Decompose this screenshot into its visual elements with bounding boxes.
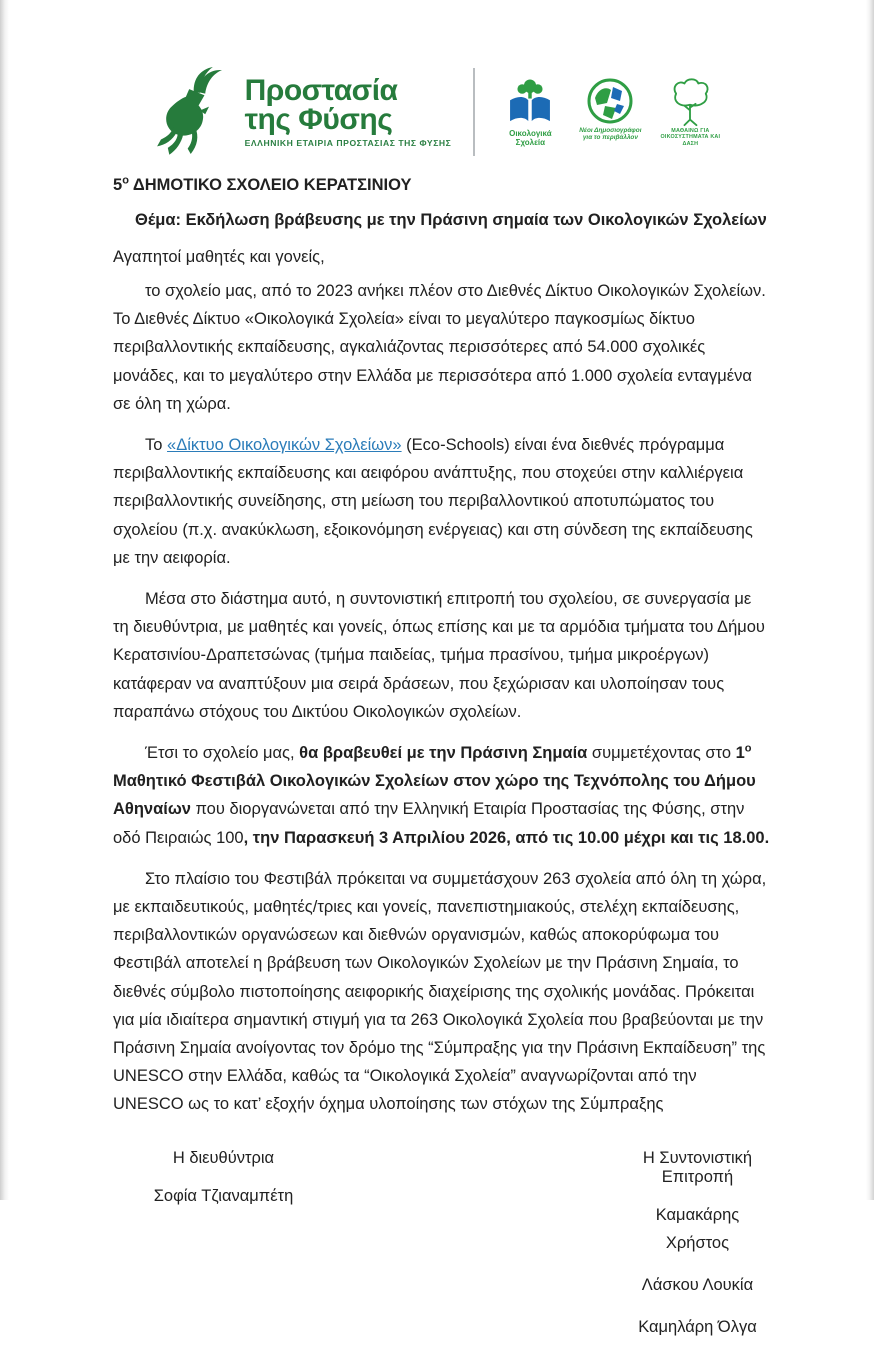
signature-names <box>153 1182 294 1224</box>
signature-committee <box>624 1149 771 1355</box>
eepf-logo-text <box>245 76 452 148</box>
signature-block <box>113 1149 771 1355</box>
program-logos <box>497 77 723 147</box>
eco-schools-logo <box>497 77 563 147</box>
paragraph-award-event: Έτσι το σχολείο μας, θα βραβευθεί με την Πράσινη Σημαία συμμετέχοντας στο $1^o$ Μαθητικό Φεστιβάλ Οικολογικών Σχολείων στον χώρο της Τεχνόπολης του Δήμου Αθηναίων που διοργανώνεται από την Ελληνική Εταιρία Προστασίας της Φύσης, στην οδό Πειραιώς 100, την Παρασκευή 3 Απριλίου 2026, από τις 10.00 μέχρι και τις 18.00. <box>113 742 770 847</box>
leaf-tree-icon <box>667 77 713 127</box>
eco-schools-caption: Οικολογικά Σχολεία <box>509 128 552 147</box>
page-edge-shadow-left <box>0 0 9 1200</box>
letterhead <box>0 64 874 160</box>
leaf-caption: ΜΑΘΑΙΝΩ ΓΙΑ ΟΙΚΟΣΥΣΤΗΜΑΤΑ ΚΑΙ ΔΑΣΗ <box>660 127 721 147</box>
paragraph-committee-actions: Μέσα στο διάστημα αυτό, η συντονιστική επιτροπή του σχολείου, σε συνεργασία με τη διευθύντρια, με μαθητές και γονείς, όπως επίσης και με τα αρμόδια τμήματα του Δήμου Κερατσινίου-Δραπετσώνας (τμήμα παιδείας, τμήμα πρασίνου, τμήμα μικροέργων) κατάφεραν να αναπτύξουν μια σειρά δράσεων, που ξεχώρισαν και υλοποίησαν τους παραπάνω στόχους του Δικτύου Οικολογικών σχολείων. <box>113 590 765 721</box>
school-heading: $5^o$ ΔΗΜΟΤΙΚΟ ΣΧΟΛΕΙΟ ΚΕΡΑΤΣΙΝΙΟΥ <box>113 174 412 194</box>
org-subtitle: ΕΛΛΗΝΙΚΗ ΕΤΑΙΡΙΑ ΠΡΟΣΤΑΣΙΑΣ ΤΗΣ ΦΥΣΗΣ <box>244 138 452 148</box>
paragraph-intro-network: το σχολείο μας, από το 2023 ανήκει πλέον στο Διεθνές Δίκτυο Οικολογικών Σχολείων. Το Διεθνές Δίκτυο «Οικολογικά Σχολεία» είναι το μεγαλύτερο παγκοσμίως δίκτυο περιβαλλοντικής εκπαίδευσης, αγκαλιάζοντας περισσότερες από 54.000 σχολικές μονάδες, και το μεγαλύτερο στην Ελλάδα με περισσότερα από 1.000 σχολεία ενταγμένα σε όλη τη χώρα. <box>113 282 766 413</box>
paragraph-eco-schools-link: Το «Δίκτυο Οικολογικών Σχολείων» (Eco-Schools) είναι ένα διεθνές πρόγραμμα περιβαλλοντικής εκπαίδευσης και αειφόρου ανάπτυξης, που στοχεύει στην καλλιέργεια περιβαλλοντικής συνείδησης, στη μείωση του περιβαλλοντικού αποτυπώματος του σχολείου (π.χ. ανακύκλωση, εξοικονόμηση ενέργειας) και στη σύνδεση της εκπαίδευσης με την αειφορία. <box>113 436 753 567</box>
salutation: Αγαπητοί μαθητές και γονείς, <box>113 248 325 266</box>
signature-role: Η διευθύντρια <box>172 1148 275 1167</box>
ibex-goat-icon <box>151 64 235 160</box>
signature-name: Καμακάρης Χρήστος <box>655 1205 740 1252</box>
young-reporters-logo <box>577 77 643 142</box>
page-edge-shadow-right <box>866 0 874 1200</box>
paragraph-festival-details: Στο πλαίσιο του Φεστιβάλ πρόκειται να συμμετάσχουν 263 σχολεία από όλη τη χώρα, με εκπαιδευτικούς, μαθητές/τριες και γονείς, πανεπιστημιακούς, στελέχη εκπαίδευσης, περιβαλλοντικών οργανώσεων και διεθνών οργανισμών, καθώς αποκορύφωμα του Φεστιβάλ αποτελεί η βράβευση των Οικολογικών Σχολείων με την Πράσινη Σημαία, το διεθνές σύμβολο πιστοποίησης αειφορικής διαχείρισης της σχολικής μονάδας. Πρόκειται για μία ιδιαίτερα σημαντική στιγμή για τα 263 Οικολογικά Σχολεία που βραβεύονται με την Πράσινη Σημαία ανοίγοντας τον δρόμο της “Σύμπραξης για την Πράσινη Εκπαίδευση” της UNESCO στην Ελλάδα, καθώς τα “Οικολογικά Σχολεία” αναγνωρίζονται από την UNESCO ως το κατ’ εξοχήν όχημα υλοποίησης των στόχων της Σύμπραξης <box>113 869 767 1114</box>
org-title-line2: της Φύσης <box>244 103 393 136</box>
signature-principal <box>153 1149 294 1355</box>
eco-schools-book-tree-icon <box>504 77 556 127</box>
letter-body <box>113 176 771 1355</box>
letterhead-divider <box>473 68 475 156</box>
signature-role: Η Συντονιστική Επιτροπή <box>642 1148 753 1186</box>
signature-name: Σοφία Τζιαναμπέτη <box>153 1186 294 1205</box>
eco-schools-network-link[interactable]: «Δίκτυο Οικολογικών Σχολείων» <box>167 436 402 455</box>
subject-line: Θέμα: Εκδήλωση βράβευσης με την Πράσινη σημαία των Οικολογικών Σχολείων <box>135 211 767 229</box>
signature-name: Λάσκου Λουκία <box>641 1275 754 1294</box>
org-title-line1: Προστασία <box>244 74 398 107</box>
eepf-logo <box>151 64 452 160</box>
signature-name: Καμηλάρη Όλγα <box>638 1317 757 1336</box>
signature-names <box>624 1201 771 1355</box>
young-reporters-caption: Νέοι Δημοσιογράφοι για το περιβάλλον <box>579 126 642 142</box>
young-reporters-globe-icon <box>586 77 634 125</box>
leaf-logo <box>657 77 723 147</box>
